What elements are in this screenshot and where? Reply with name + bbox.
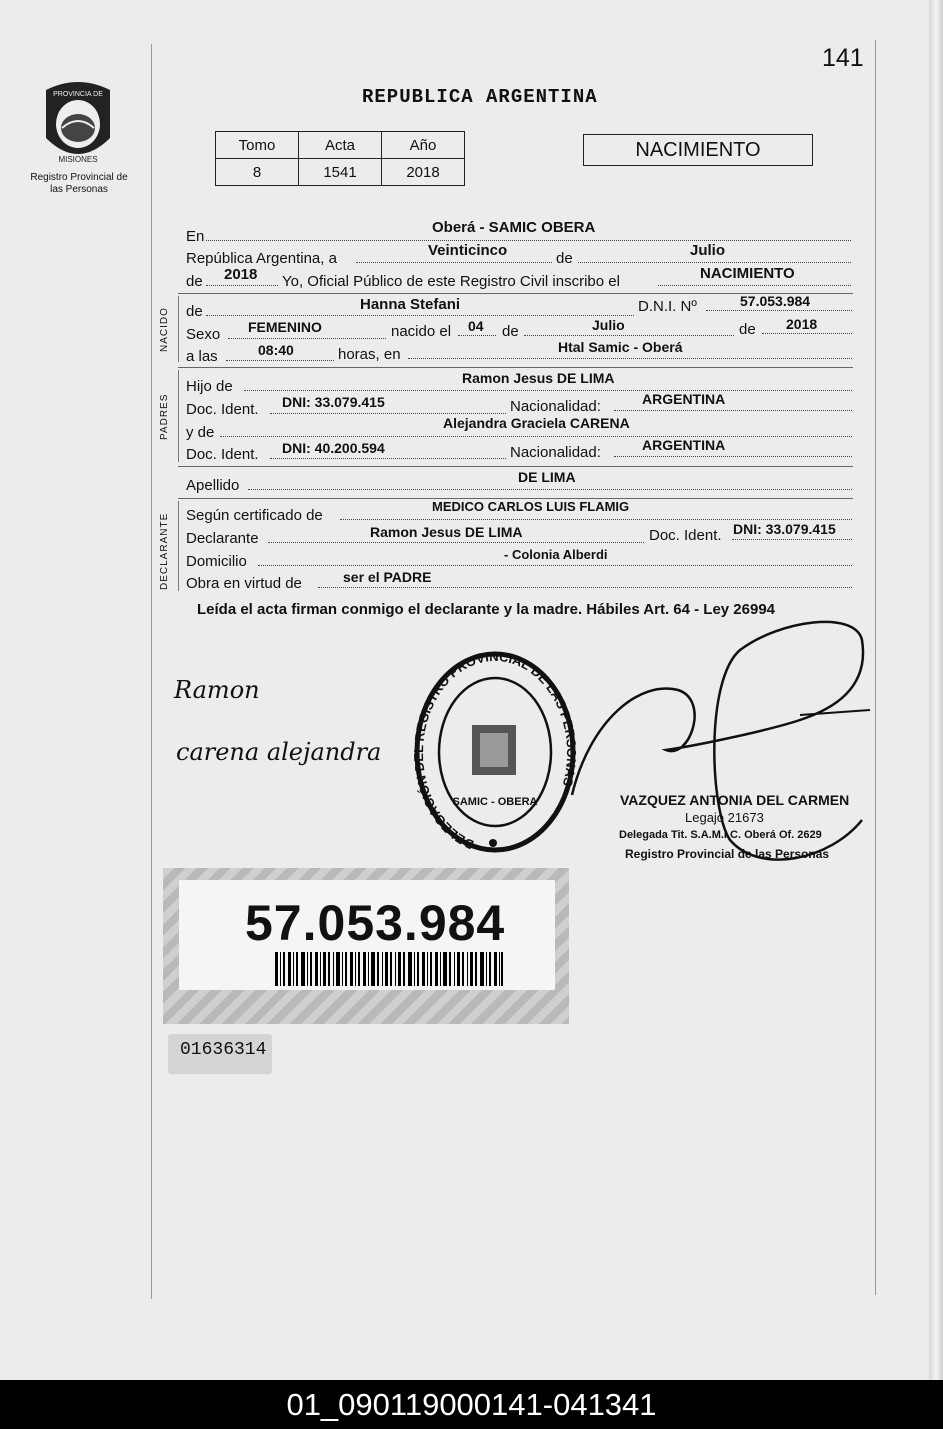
declarante-value: Ramon Jesus DE LIMA: [370, 524, 523, 540]
left-margin-line: [151, 44, 152, 1299]
dotted-line: [228, 338, 386, 339]
acta-header: Acta: [299, 132, 382, 159]
statement-text: Yo, Oficial Público de este Registro Civil inscribo el: [282, 273, 620, 290]
de-label: de: [556, 250, 573, 267]
official-title: Delegada Tit. S.A.M.I.C. Oberá Of. 2629: [619, 829, 822, 841]
document-id-footer: 01_090119000141-041341: [0, 1380, 943, 1429]
official-registry: Registro Provincial de las Personas: [625, 847, 830, 861]
birth-time-value: 08:40: [258, 342, 294, 358]
dotted-line: [732, 539, 852, 540]
domicilio-value: - Colonia Alberdi: [504, 547, 608, 562]
year-value: 2018: [224, 266, 258, 283]
en-label: En: [186, 228, 205, 245]
section-rule: [178, 466, 853, 467]
declarante-label: Declarante: [186, 530, 259, 547]
control-number: 01636314: [180, 1040, 267, 1060]
event-value: NACIMIENTO: [700, 265, 795, 282]
declarant-signature: Ramon: [174, 676, 260, 704]
right-margin-line: [875, 40, 876, 1295]
dni-sticker-number: 57.053.984: [245, 895, 506, 951]
hijo-de-label: Hijo de: [186, 378, 233, 395]
sexo-value: FEMENINO: [248, 319, 322, 335]
mother-doc-value: DNI: 40.200.594: [282, 440, 385, 456]
dotted-line: [706, 310, 852, 311]
dotted-line: [318, 587, 852, 588]
dotted-line: [270, 458, 506, 459]
control-number-label: [168, 1034, 272, 1074]
registry-caption: Registro Provincial de las Personas: [30, 172, 128, 195]
declarante-doc-value: DNI: 33.079.415: [733, 521, 836, 537]
dotted-line: [762, 333, 852, 334]
register-value-row: [216, 159, 465, 186]
section-bar: [178, 296, 179, 362]
de2-label: de: [186, 273, 203, 290]
father-nat-value: ARGENTINA: [642, 391, 726, 407]
father-nat-label: Nacionalidad:: [510, 398, 601, 415]
barcode-icon: [275, 952, 503, 986]
dotted-line: [524, 335, 734, 336]
dotted-line: [220, 436, 852, 437]
record-kind: NACIMIENTO: [583, 134, 813, 166]
dotted-line: [614, 410, 852, 411]
section-bar: [178, 501, 179, 591]
dni-sticker: [163, 868, 569, 1024]
tomo-header: Tomo: [216, 132, 299, 159]
register-table: [215, 131, 465, 186]
acta-value: 1541: [299, 159, 382, 186]
child-name-value: Hanna Stefani: [360, 296, 461, 313]
alas-label: a las: [186, 348, 218, 365]
horas-label: horas, en: [338, 346, 401, 363]
father-doc-label: Doc. Ident.: [186, 401, 259, 418]
dotted-line: [206, 285, 278, 286]
nacido-de-label-3: de: [739, 321, 756, 338]
page-number: 141: [822, 44, 864, 72]
place-value: Oberá - SAMIC OBERA: [432, 219, 596, 236]
tomo-value: 8: [216, 159, 299, 186]
birth-year-value: 2018: [786, 316, 818, 332]
birth-day-value: 04: [468, 318, 484, 334]
y-de-label: y de: [186, 424, 215, 441]
dni-sticker-inner: [179, 880, 555, 990]
dotted-line: [258, 565, 852, 566]
dotted-line: [614, 456, 852, 457]
day-words-value: Veinticinco: [428, 242, 508, 259]
nacido-el-label: nacido el: [391, 323, 452, 340]
sexo-label: Sexo: [186, 326, 221, 343]
page-edge: [929, 0, 943, 1380]
obra-value: ser el PADRE: [343, 569, 432, 585]
padres-section-label: PADRES: [159, 393, 170, 440]
dotted-line: [206, 315, 634, 316]
nacido-de-label-2: de: [502, 323, 519, 340]
logo-top-text: PROVINCIA DE: [53, 91, 103, 98]
dotted-line: [270, 413, 506, 414]
province-seal-logo: [38, 78, 118, 168]
country-title: REPUBLICA ARGENTINA: [362, 86, 598, 108]
mother-doc-label: Doc. Ident.: [186, 446, 259, 463]
certificado-value: MEDICO CARLOS LUIS FLAMIG: [432, 499, 630, 514]
closing-statement: Leída el acta firman conmigo el declarante y la madre. Hábiles Art. 64 - Ley 26994: [197, 601, 776, 618]
father-name-value: Ramon Jesus DE LIMA: [462, 370, 615, 386]
dotted-line: [458, 335, 496, 336]
apellido-value: DE LIMA: [518, 469, 576, 485]
section-rule: [178, 367, 853, 368]
dotted-line: [248, 489, 852, 490]
nacido-de-label: de: [186, 303, 203, 320]
apellido-label: Apellido: [186, 477, 240, 494]
birth-month-value: Julio: [592, 317, 625, 333]
official-legajo: Legajo 21673: [685, 810, 764, 825]
ano-header: Año: [382, 132, 465, 159]
dotted-line: [578, 262, 851, 263]
dotted-line: [356, 262, 552, 263]
mother-nat-value: ARGENTINA: [642, 437, 726, 453]
logo-bottom-text: MISIONES: [58, 155, 98, 164]
obra-label: Obra en virtud de: [186, 575, 302, 592]
dotted-line: [206, 240, 851, 241]
ano-value: 2018: [382, 159, 465, 186]
child-dni-value: 57.053.984: [740, 293, 811, 309]
dotted-line: [244, 390, 852, 391]
dotted-line: [408, 358, 852, 359]
declarante-section-label: DECLARANTE: [159, 512, 170, 590]
nacido-section-label: NACIDO: [159, 307, 170, 352]
dotted-line: [340, 519, 852, 520]
register-header-row: [216, 132, 465, 159]
mother-signature: carena alejandra: [176, 738, 382, 766]
dni-label: D.N.I. Nº: [638, 298, 697, 315]
republica-label: República Argentina, a: [186, 250, 337, 267]
stamp-ring-text: DELEGACIÓN DEL REGISTRO PROVINCIAL DE LAS PERSONAS: [410, 648, 580, 853]
month-value: Julio: [690, 242, 726, 259]
dotted-line: [226, 360, 334, 361]
section-bar: [178, 370, 179, 462]
domicilio-label: Domicilio: [186, 553, 247, 570]
certificado-label: Según certificado de: [186, 507, 323, 524]
mother-name-value: Alejandra Graciela CARENA: [443, 415, 630, 431]
official-name: VAZQUEZ ANTONIA DEL CARMEN: [620, 792, 850, 808]
dotted-line: [268, 542, 644, 543]
declarante-doc-label: Doc. Ident.: [649, 527, 722, 544]
mother-nat-label: Nacionalidad:: [510, 444, 601, 461]
registry-stamp: [410, 645, 580, 860]
stamp-center-text: SAMIC - OBERA: [452, 796, 538, 808]
birth-place-value: Htal Samic - Oberá: [558, 339, 683, 355]
father-doc-value: DNI: 33.079.415: [282, 394, 385, 410]
dotted-line: [658, 285, 851, 286]
